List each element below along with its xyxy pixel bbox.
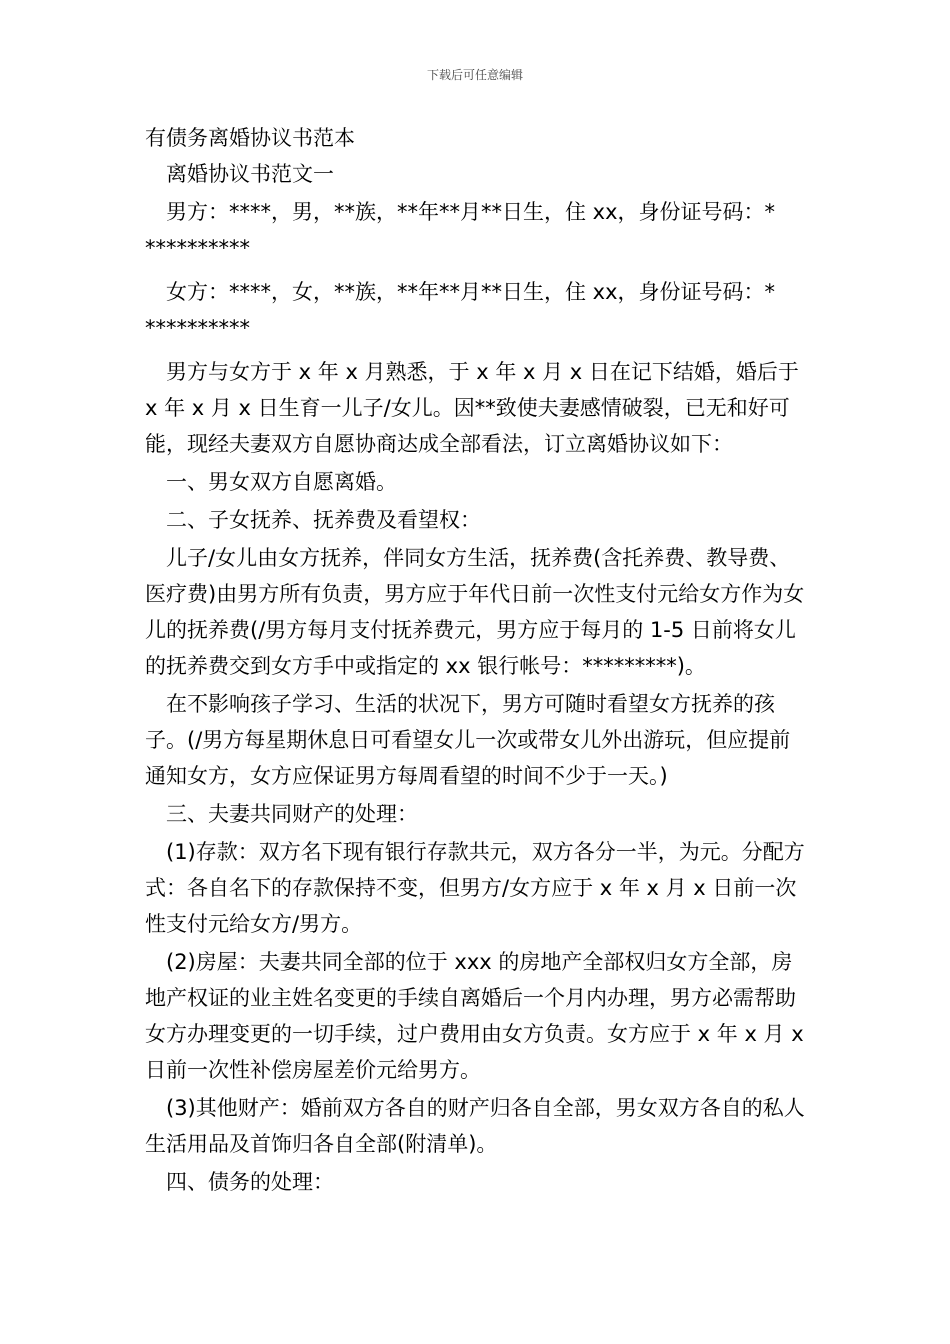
document-title: 有债务离婚协议书范本	[145, 126, 355, 150]
clause-3-paragraph-3: (3)其他财产：婚前双方各自的财产归各自全部，男女双方各自的私人生活用品及首饰归各自全部(附清单)。	[145, 1096, 805, 1156]
clause-1: 一、男女双方自愿离婚。	[166, 470, 397, 494]
clause-3-title: 三、夫妻共同财产的处理：	[166, 802, 418, 826]
clause-2-title: 二、子女抚养、抚养费及看望权：	[166, 508, 481, 532]
page-header: 下载后可任意编辑	[426, 68, 523, 82]
clause-3-paragraph-2: (2)房屋：夫妻共同全部的位于 xxx 的房地产全部权归女方全部，房地产权证的业主姓名变更的手续自离婚后一个月内办理，男方必需帮助女方办理变更的一切手续，过户费用由女方负责。女方应于 x 年 x 月 x 日前一次性补偿房屋差价元给男方。	[145, 950, 811, 1082]
background-paragraph: 男方与女方于 x 年 x 月熟悉，于 x 年 x 月 x 日在记下结婚，婚后于 x 年 x 月 x 日生育一儿子/女儿。因**致使夫妻感情破裂，已无和好可能，现经夫妻双方自愿协商达成全部看法，订立离婚协议如下：	[145, 360, 806, 456]
man-info: 男方：****，男，**族，**年**月**日生，住 xx，身份证号码：* **********	[145, 200, 776, 260]
clause-3-paragraph-1: (1)存款：双方名下现有银行存款共元，双方各分一半，为元。分配方式：各自名下的存款保持不变，但男方/女方应于 x 年 x 月 x 日前一次性支付元给女方/男方。	[145, 840, 805, 936]
document-subtitle: 离婚协议书范文一	[166, 162, 334, 186]
clause-2-paragraph-1: 儿子/女儿由女方抚养，伴同女方生活，抚养费(含托养费、教导费、医疗费)由男方所有负责，男方应于年代日前一次性支付元给女方作为女儿的抚养费(/男方每月支付抚养费元，男方应于每月的 1-5 日前将女儿的抚养费交到女方手中或指定的 xx 银行帐号：*********)。	[145, 546, 805, 678]
clause-2-paragraph-2: 在不影响孩子学习、生活的状况下，男方可随时看望女方抚养的孩子。(/男方每星期休息日可看望女儿一次或带女儿外出游玩，但应提前通知女方，女方应保证男方每周看望的时间不少于一天。)	[145, 692, 791, 788]
document-body	[145, 120, 810, 1202]
clause-4-title: 四、债务的处理：	[166, 1170, 334, 1194]
woman-info: 女方：****，女，**族，**年**月**日生，住 xx，身份证号码：* **********	[145, 280, 776, 340]
